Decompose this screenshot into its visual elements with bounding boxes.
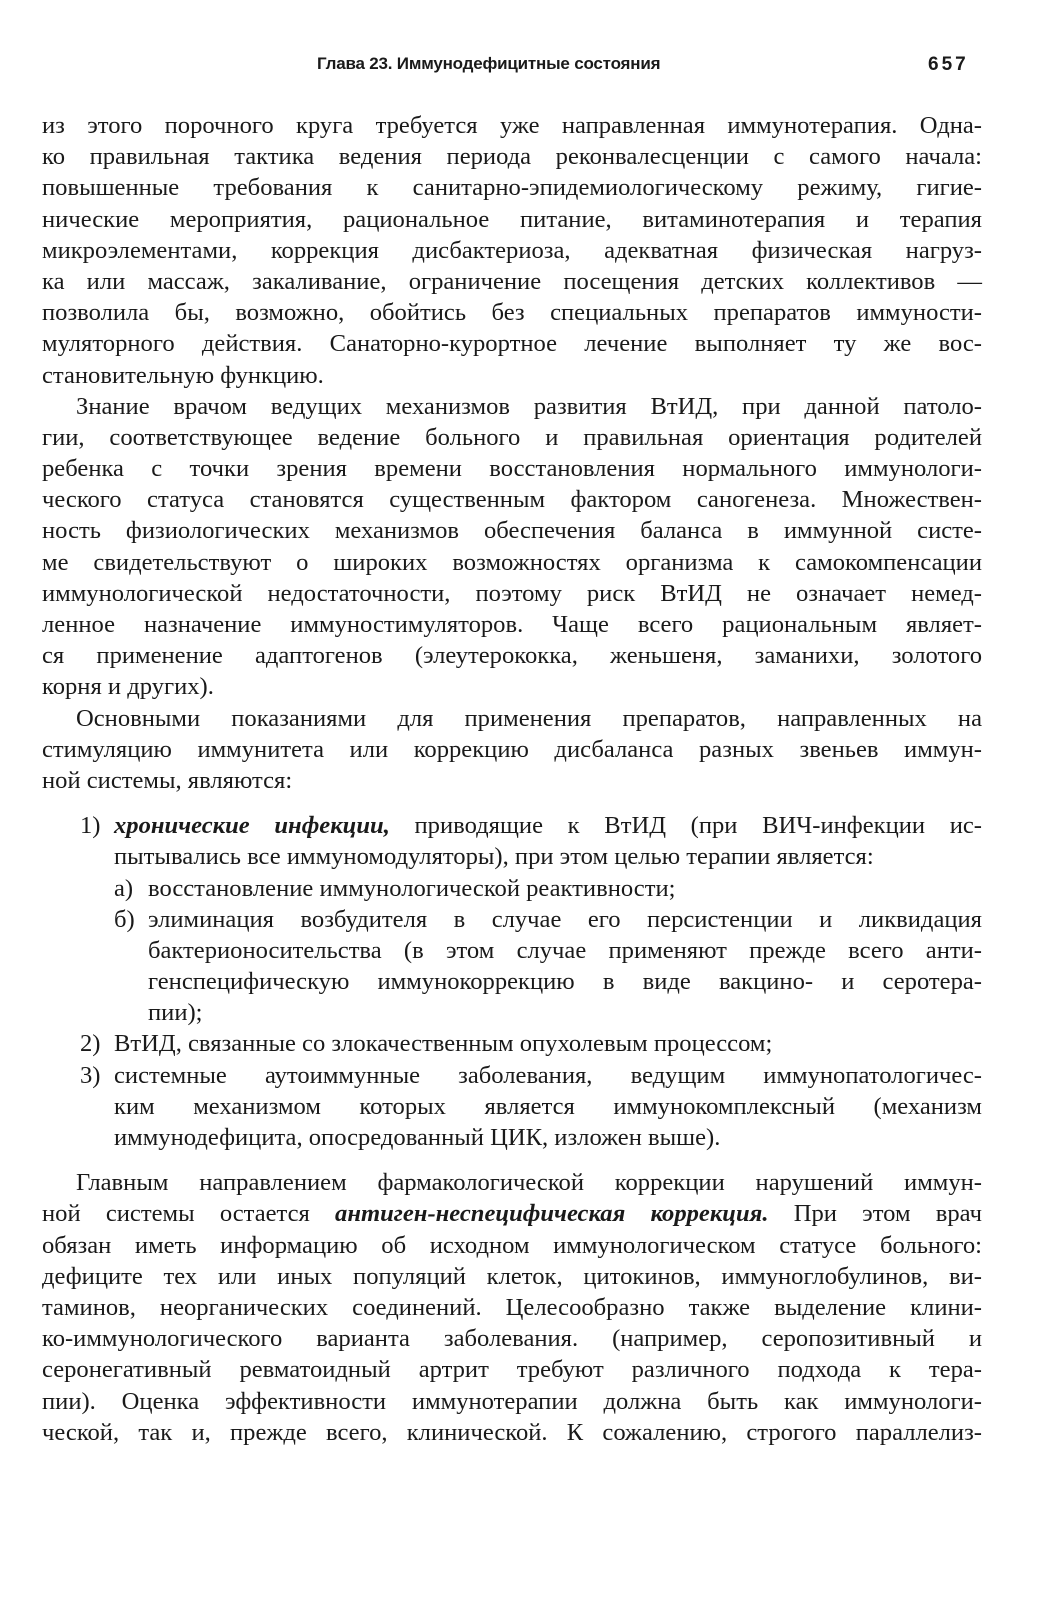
text-line: иммунологической недостаточности, поэтому риск ВтИД не означает немед-: [42, 579, 982, 607]
text-line: таминов, неорганических соединений. Целесообразно также выделение клини-: [42, 1293, 982, 1321]
text-span: приводящие к ВтИД (при ВИЧ-инфекции ис-: [389, 812, 982, 840]
indications-list: [42, 810, 982, 1153]
text-line: корня и других).: [42, 673, 214, 701]
sub-list-letter: б): [114, 905, 135, 933]
text-line: обязан иметь информацию об исходном иммунологическом статусе больного:: [42, 1231, 982, 1259]
text-line: иммунодефицита, опосредованный ЦИК, изложен выше).: [114, 1124, 721, 1151]
text-line: серонегативный ревматоидный артрит требуют различного подхода к тера-: [42, 1356, 982, 1384]
text-line: стимуляцию иммунитета или коррекцию дисбаланса разных звеньев иммун-: [42, 735, 982, 763]
text-line: становительную функцию.: [42, 361, 324, 389]
sub-list-item: [114, 904, 982, 1029]
chapter-title: Глава 23. Иммунодефицитные состояния: [317, 54, 661, 73]
text-line: ко правильная тактика ведения периода реконвалесценции с самого начала:: [42, 143, 982, 171]
text-line: ким механизмом которых является иммунокомплексный (механизм: [114, 1092, 982, 1120]
text-line: ка или массаж, закаливание, ограничение посещения детских коллективов —: [42, 267, 982, 295]
emphasis-term: антиген-неспецифическая коррекция.: [335, 1200, 769, 1228]
text-line: восстановление иммунологической реактивности;: [148, 874, 676, 902]
text-line: ся применение адаптогенов (элеутерококка, женьшеня, заманихи, золотого: [42, 642, 982, 670]
text-line: микроэлементами, коррекция дисбактериоза, адекватная физическая нагруз-: [42, 236, 982, 264]
text-line: ВтИД, связанные со злокачественным опухолевым процессом;: [114, 1030, 773, 1058]
text-line: ленное назначение иммуностимуляторов. Чаще всего рациональным являет-: [42, 611, 982, 638]
text-line: из этого порочного круга требуется уже направленная иммунотерапия. Одна-: [42, 112, 982, 139]
text-line: ной системы, являются:: [42, 766, 293, 794]
text-line: ческой, так и, прежде всего, клинической. К сожалению, строгого параллелиз-: [42, 1418, 982, 1446]
text-span: При этом врач: [768, 1200, 982, 1228]
text-line: [42, 1198, 982, 1229]
text-line: Основными показаниями для применения препаратов, направленных на: [76, 704, 982, 732]
text-line: пытывались все иммуномодуляторы), при этом целью терапии является:: [114, 843, 874, 871]
list-number: 3): [80, 1061, 101, 1089]
text-line: ребенка с точки зрения времени восстановления нормального иммунологи-: [42, 455, 982, 483]
list-item: [80, 810, 982, 1028]
text-line: бактерионосительства (в этом случае применяют прежде всего анти-: [148, 936, 982, 964]
text-line: Главным направлением фармакологической коррекции нарушений иммун-: [76, 1169, 982, 1197]
paragraph-1: [42, 110, 982, 391]
spacer: [42, 796, 982, 810]
text-span: ной системы остается: [42, 1200, 336, 1228]
list-number: 2): [80, 1030, 101, 1058]
paragraph-2: [42, 391, 982, 703]
text-line: повышенные требования к санитарно-эпидемиологическому режиму, гигие-: [42, 174, 982, 202]
list-item: [80, 1060, 982, 1154]
text-line: ность физиологических механизмов обеспечения баланса в иммунной систе-: [42, 517, 982, 545]
emphasis-term: хронические инфекции,: [114, 812, 390, 840]
text-line: Знание врачом ведущих механизмов развития ВтИД, при данной патоло-: [76, 392, 982, 420]
text-line: генспецифическую иммунокоррекцию в виде вакцино- и серотера-: [148, 968, 982, 996]
list-number: 1): [80, 812, 101, 840]
text-line: позволила бы, возможно, обойтись без специальных препаратов иммуности-: [42, 299, 982, 327]
text-line: пии);: [148, 999, 203, 1027]
sub-list-item: [114, 873, 982, 904]
paragraph-3: [42, 703, 982, 797]
spacer: [42, 1153, 982, 1167]
text-line: гии, соответствующее ведение больного и правильная ориентация родителей: [42, 423, 982, 451]
text-line: ме свидетельствуют о широких возможностях организма к самокомпенсации: [42, 548, 982, 576]
paragraph-4: [42, 1167, 982, 1448]
running-header: [0, 54, 1053, 84]
text-line: элиминация возбудителя в случае его персистенции и ликвидация: [148, 905, 982, 933]
text-line: системные аутоиммунные заболевания, ведущим иммунопатологичес-: [114, 1061, 982, 1089]
text-line: дефиците тех или иных популяций клеток, цитокинов, иммуноглобулинов, ви-: [42, 1262, 982, 1290]
page-number: 657: [928, 54, 969, 75]
text-line: ко-иммунологического варианта заболевания. (например, серопозитивный и: [42, 1325, 982, 1353]
text-line: муляторного действия. Санаторно-курортное лечение выполняет ту же вос-: [42, 330, 982, 358]
text-line: нические мероприятия, рациональное питание, витаминотерапия и терапия: [42, 205, 982, 233]
text-line: пии). Оценка эффективности иммунотерапии должна быть как иммунологи-: [42, 1387, 982, 1415]
sub-list-letter: а): [114, 874, 134, 902]
text-line: [114, 810, 982, 841]
list-item: [80, 1028, 982, 1059]
text-line: ческого статуса становятся существенным фактором саногенеза. Множествен-: [42, 486, 982, 514]
page-body: [42, 110, 982, 1448]
